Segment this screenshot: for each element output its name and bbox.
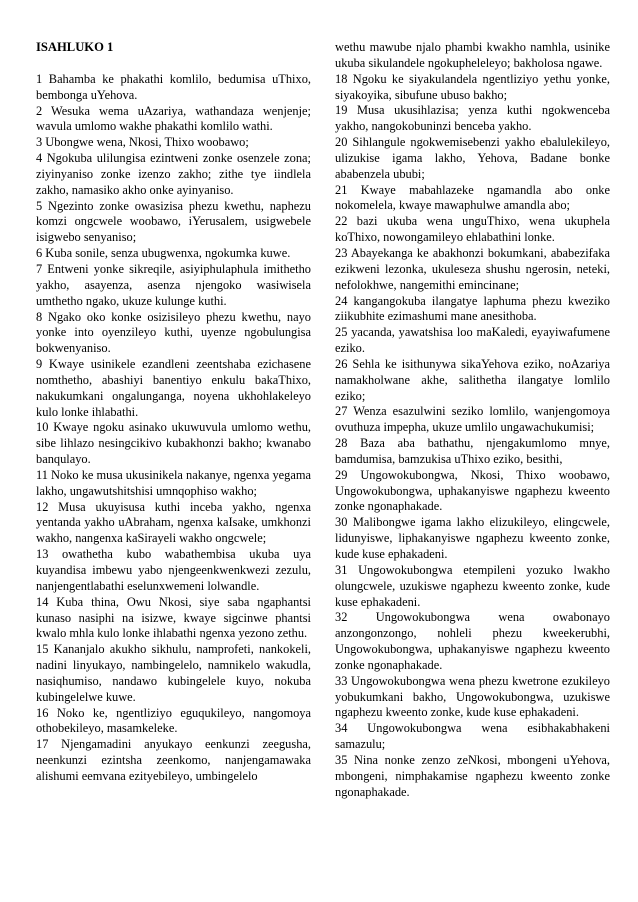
left-column: [36, 40, 311, 870]
verse-30: 30 Malibongwe igama lakho elizukileyo, elingcwele, lidunyiswe, liphakanyiswe ngaphezu kweento zonke, kude kuse ephakadeni.: [335, 515, 610, 561]
verse-31: 31 Ungowokubongwa etempileni yozuko lwakho olungcwele, uzukiswe ngaphezu kweento zonke, kude kuse ephakadeni.: [335, 562, 610, 609]
verse-32: 32 Ungowokubongwa wena owabonayo anzongonzongo, nohleli phezu kweekerubhi, Ungowokubongwa, uphakanyiswe ngaphezu kweento zonke ngonaphakade.: [335, 610, 610, 672]
verse-22: 22 bazi ukuba wena unguThixo, wena ukuphela koThixo, nowongamileyo ehlabathini lonke.: [335, 214, 610, 245]
verse-35: 35 Nina nonke zenzo zeNkosi, mbongeni uYehova, mbongeni, nimphakamise ngaphezu kweento zonke ngonaphakade.: [335, 752, 610, 799]
verse-7: 7 Entweni yonke sikreqile, asiyiphulaphula imithetho yakho, asayenza, asenza njengoko wasiwisela umthetho ngako, ukuze kulunge kuthi.: [36, 261, 311, 308]
verse-12: 12 Musa ukuyisusa kuthi inceba yakho, ngenxa yentanda yakho uAbraham, ngenxa kaIsake, umkhonzi wakho, nangenxa kaSirayeli wakho ongcwele;: [36, 499, 311, 546]
verse-15: 15 Kananjalo akukho sikhulu, namprofeti, nankokeli, nadini linyukayo, nambingelelo, namnikelo wakudla, nasiqhumiso, nandawo kubingelele kuyo, nokuba kubingelelwe kuwe.: [36, 642, 311, 704]
verse-6: 6 Kuba sonile, senza ubugwenxa, ngokumka kuwe.: [36, 246, 291, 261]
chapter-heading: ISAHLUKO 1: [36, 40, 114, 54]
verse-25: 25 yacanda, yawatshisa loo maKaledi, eyayiwafumene eziko.: [335, 325, 610, 356]
verse-33: 33 Ungowokubongwa wena phezu kwetrone ezukileyo yobukumkani bakho, Ungowokubongwa, uzukiswe ngaphezu kweento zonke, kude kuse ephakadeni.: [335, 673, 610, 720]
verse-14: 14 Kuba thina, Owu Nkosi, siye saba ngaphantsi kunaso nasiphi na isizwe, kwaye sigcinwe phantsi kwalo mhla kulo lonke ihlabathi ngenxa yezono zethu.: [36, 594, 311, 641]
verse-10: 10 Kwaye ngoku asinako ukuwuvula umlomo wethu, sibe lihlazo nesingcikivo kubakhonzi bakho; kwanabo banqulayo.: [36, 420, 311, 467]
verse-9: 9 Kwaye usinikele ezandleni zeentshaba ezichasene nomthetho, abashiyi banentiyo enkulu bakaThixo, nakukumkani ongalunganga, noyena ukhohlakeleyo kulo lonke ihlabathi.: [36, 357, 311, 419]
verse-18: 18 Ngoku ke siyakulandela ngentliziyo yethu yonke, siyakoyika, sibufune ubuso bakho;: [335, 71, 610, 102]
verse-5: 5 Ngezinto zonke owasizisa phezu kwethu, naphezu komzi ongcwele woobawo, iYerusalem, usigwebele isigwebo senyaniso;: [36, 198, 311, 245]
verse-16: 16 Noko ke, ngentliziyo eguqukileyo, nangomoya othobekileyo, masamkeleke.: [36, 705, 311, 736]
verse-29: 29 Ungowokubongwa, Nkosi, Thixo woobawo, Ungowokubongwa, uphakanyiswe ngaphezu kweento zonke ngonaphakade.: [335, 467, 610, 514]
verse-26: 26 Sehla ke isithunywa sikaYehova eziko, noAzariya namakholwane akhe, salithetha ilangatye lomlilo eziko;: [335, 356, 610, 403]
verse-2: 2 Wesuka wema uAzariya, wathandaza wenjenje; wavula umlomo wakhe phakathi komlilo wathi.: [36, 103, 311, 134]
right-column: [335, 40, 610, 870]
verse-20: 20 Sihlangule ngokwemisebenzi yakho ebalulekileyo, ulizukise igama lakho, Yehova, Badane bonke ababenzela ububi;: [335, 135, 610, 181]
verse-19: 19 Musa ukusihlazisa; yenza kuthi ngokwenceba yakho, nangokobuninzi benceba yakho.: [335, 103, 610, 134]
verse-13: 13 owathetha kubo wabathembisa ukuba uya kuyandisa imbewu yabo njengeenkwenkwezi zezulu, nanjengentlabathi eselunxwemeni lolwandle.: [36, 547, 311, 593]
verse-21: 21 Kwaye mabahlazeke ngamandla abo onke nokomelela, kwaye mawaphulwe amandla abo;: [335, 182, 610, 213]
verse-24: 24 kangangokuba ilangatye laphuma phezu kweziko ziikubhite ezimashumi mane anesithoba.: [335, 293, 610, 324]
verse-8: 8 Ngako oko konke osizisileyo phezu kwethu, nayo yonke into oyenzileyo kuthi, uyenze ngobulungisa bokwenyaniso.: [36, 309, 311, 356]
verse-23: 23 Abayekanga ke abakhonzi bokumkani, ababezifaka ezikweni lezonka, ukuleseza shushu ngerosin, neteki, nefolokhwe, nangemithi emincinane;: [335, 245, 610, 292]
verse-17-continued: wethu mawube njalo phambi kwakho namhla, usinike ukuba sikulandele ngokupheleleyo; bakholosa ngawe.: [335, 40, 610, 70]
verse-34: 34 Ungowokubongwa wena esibhakabhakeni samazulu;: [335, 721, 610, 752]
verse-1: 1 Bahamba ke phakathi komlilo, bedumisa uThixo, bembonga uYehova.: [36, 71, 311, 102]
verse-27: 27 Wenza esazulwini seziko lomlilo, wanjengomoya ovuthuza impepha, ukuze umlilo ungawachukumisi;: [335, 404, 610, 435]
verse-4: 4 Ngokuba ulilungisa ezintweni zonke osenzele zona; ziyinyaniso zonke izenzo zakho; zithe tye iindlela zakho, namasiko akho onke ayinyaniso.: [36, 151, 311, 197]
verse-28: 28 Baza aba bathathu, njengakumlomo mnye, bamdumisa, bamzukisa uThixo eziko, besithi,: [335, 436, 610, 466]
verse-3: 3 Ubongwe wena, Nkosi, Thixo woobawo;: [36, 135, 249, 150]
verse-11: 11 Noko ke musa ukusinikela nakanye, ngenxa yegama lakho, ungawutshitshisi umnqophiso wakho;: [36, 467, 311, 498]
document-page: [36, 40, 610, 870]
verse-17: 17 Njengamadini anyukayo eenkunzi zeegusha, neenkunzi ezintsha zeenkomo, nanjengamawaka alishumi eemvana ezityebileyo, umbingelelo: [36, 737, 311, 783]
